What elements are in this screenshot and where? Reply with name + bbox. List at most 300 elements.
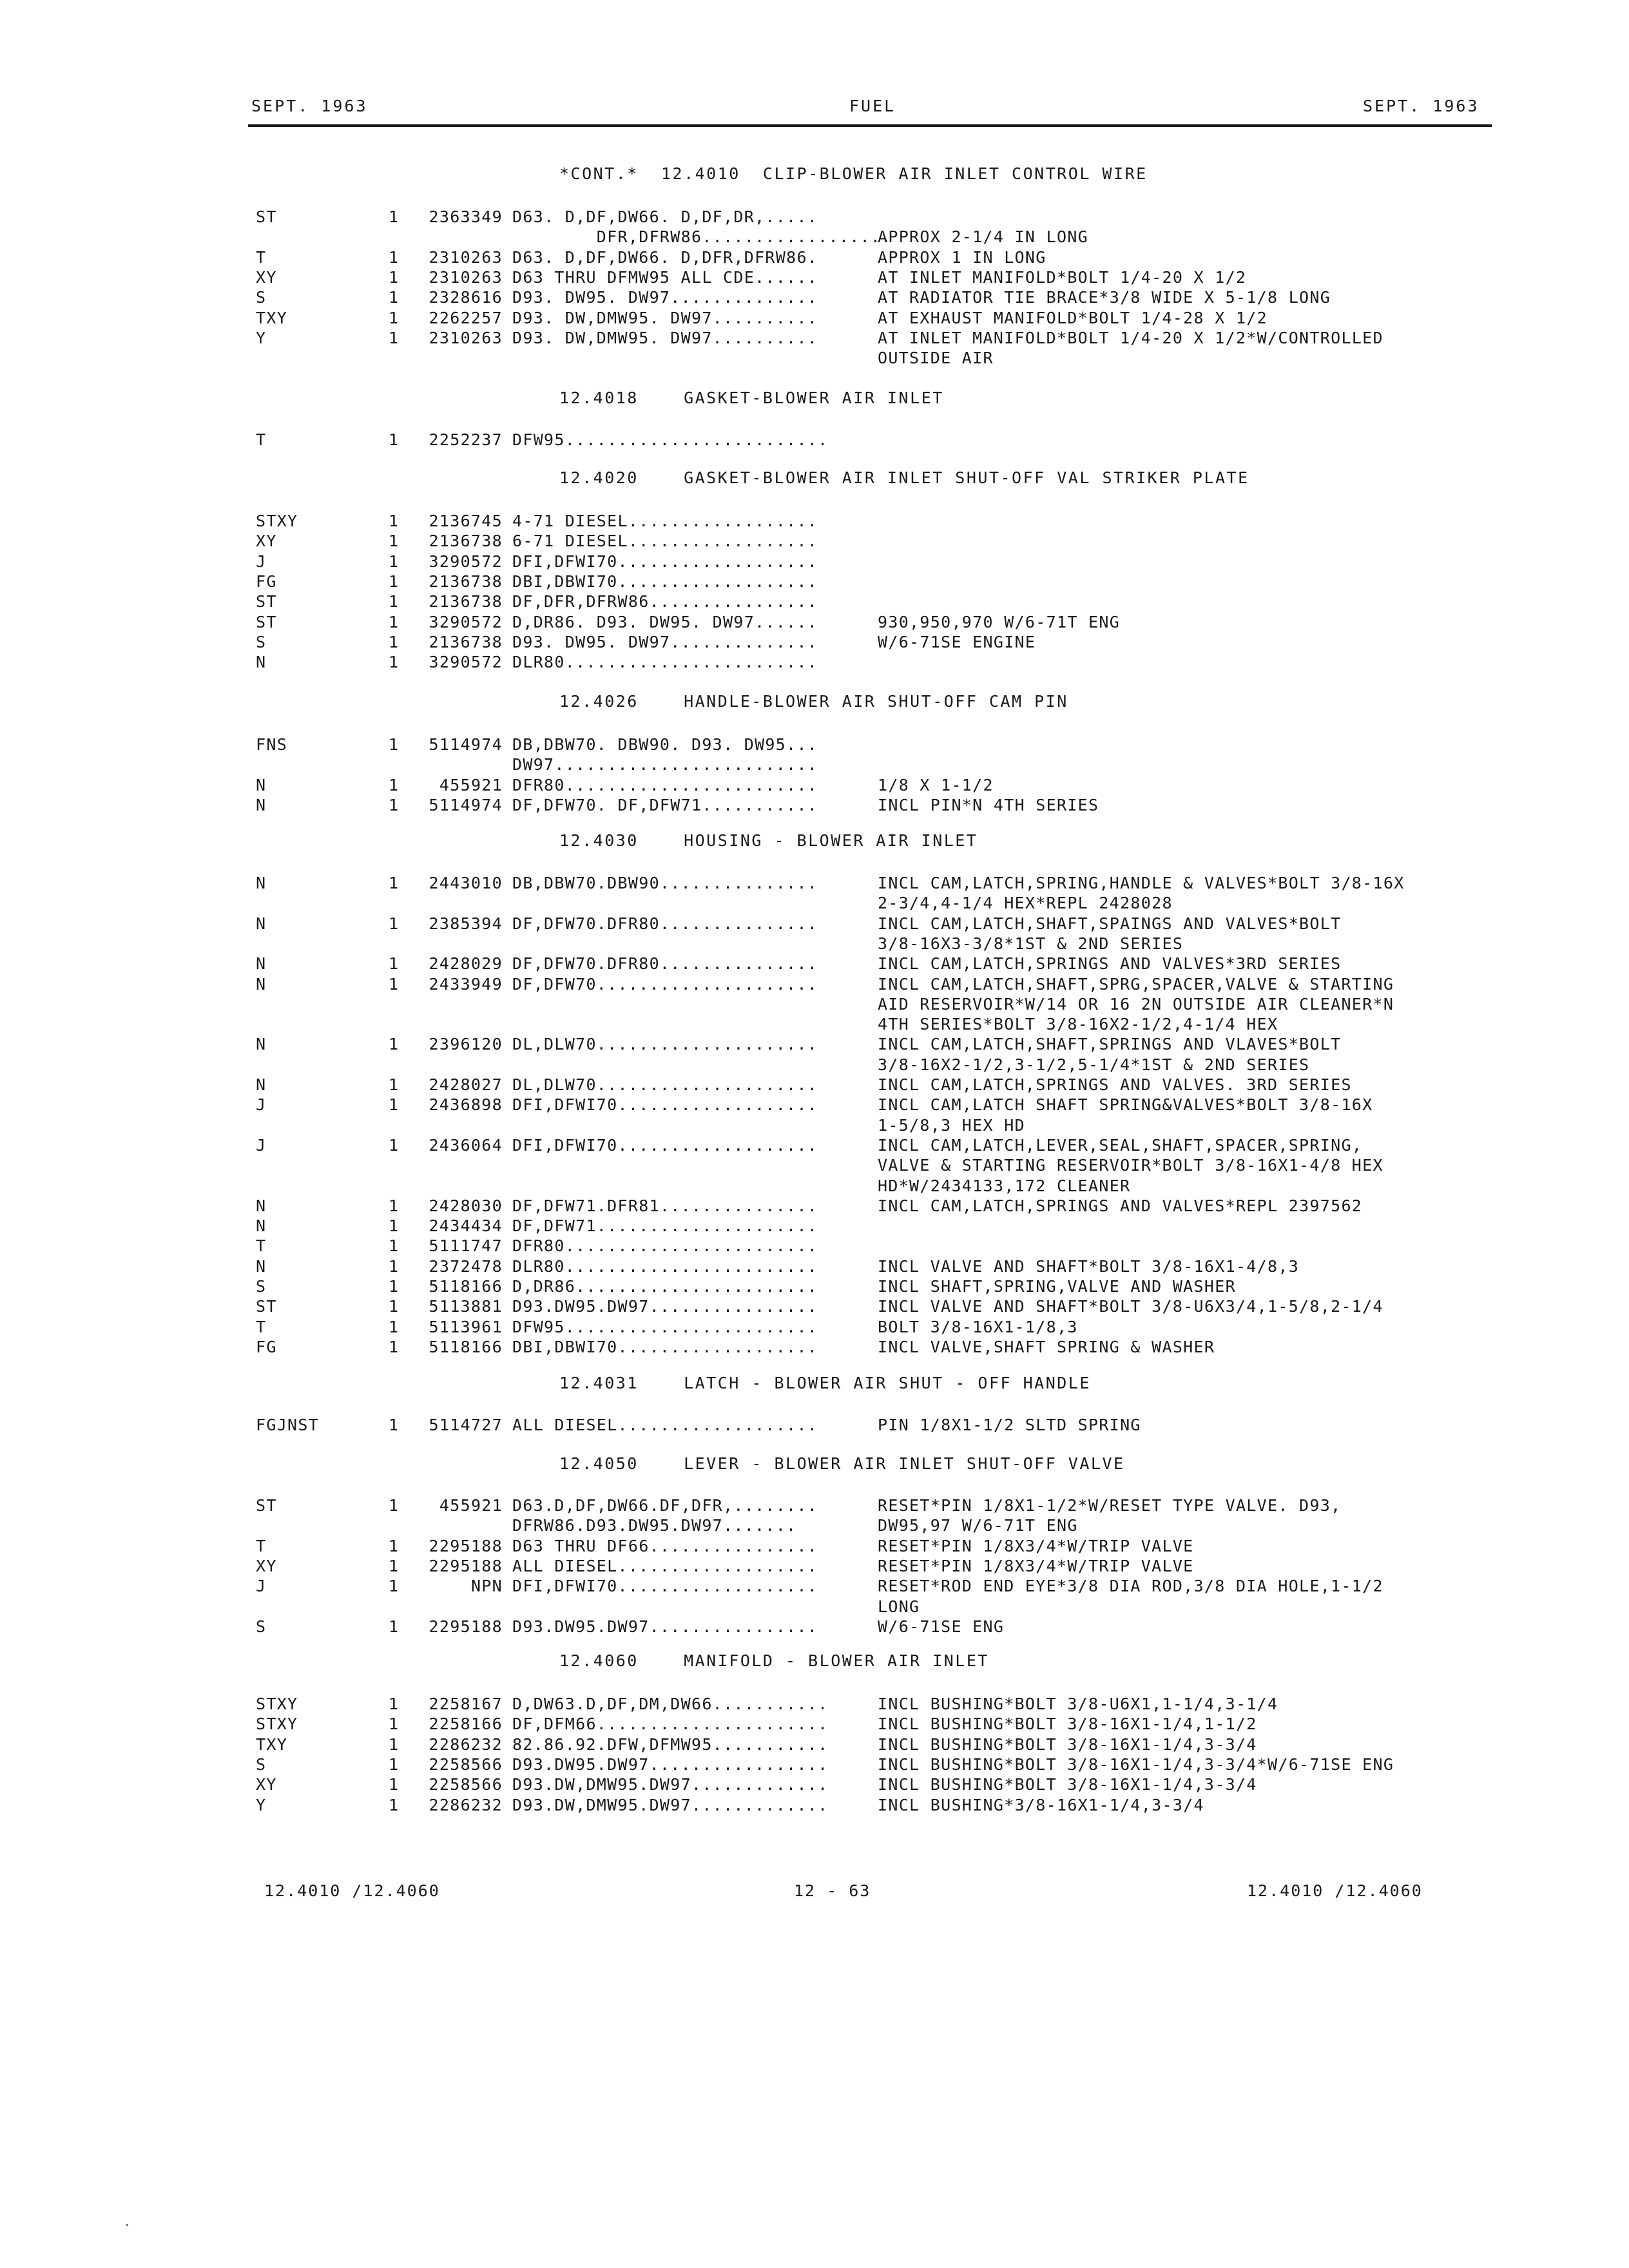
model-codes: N (256, 1257, 267, 1276)
quantity: 1 (389, 1796, 400, 1814)
part-number: 2295188 (429, 1617, 503, 1636)
application: D,DW63.D,DF,DM,DW66........... (512, 1695, 829, 1713)
quantity: 1 (389, 1257, 400, 1276)
model-codes: J (256, 1095, 267, 1114)
model-codes: T (256, 1236, 267, 1255)
part-number: 2295188 (429, 1537, 503, 1555)
part-number: 2262257 (429, 309, 503, 327)
remarks: INCL CAM,LATCH,SPRING,HANDLE & VALVES*BOLT 3/8-16X (878, 874, 1405, 892)
part-row (0, 572, 1629, 592)
remarks: HD*W/2434133,172 CLEANER (878, 1177, 1131, 1195)
model-codes: J (256, 1577, 267, 1595)
remarks: INCL BUSHING*BOLT 3/8-16X1-1/4,3-3/4*W/6-71SE ENG (878, 1755, 1394, 1774)
remarks: INCL CAM,LATCH,SPRINGS AND VALVES. 3RD SERIES (878, 1075, 1352, 1094)
part-row (0, 914, 1629, 934)
footer-range-right: 12.4010 /12.4060 (1247, 1881, 1423, 1900)
model-codes: N (256, 1035, 267, 1053)
application: DF,DFW70.DFR80............... (512, 954, 818, 973)
quantity: 1 (389, 572, 400, 591)
application: D93.DW,DMW95.DW97............. (512, 1796, 829, 1814)
quantity: 1 (389, 613, 400, 631)
part-row (0, 349, 1629, 369)
application: DFR80........................ (512, 1236, 818, 1255)
remarks: OUTSIDE AIR (878, 349, 994, 367)
quantity: 1 (389, 329, 400, 347)
application: DBI,DBWI70................... (512, 1338, 818, 1356)
remarks: AT EXHAUST MANIFOLD*BOLT 1/4-28 X 1/2 (878, 309, 1268, 327)
model-codes: J (256, 552, 267, 571)
part-row (0, 1755, 1629, 1775)
application: DFI,DFWI70................... (512, 1095, 818, 1114)
quantity: 1 (389, 776, 400, 794)
part-number: 2428030 (429, 1196, 503, 1215)
part-number: 2328616 (429, 288, 503, 307)
part-row (0, 1035, 1629, 1055)
part-number: 2252237 (429, 430, 503, 449)
application: DFW95......................... (512, 430, 829, 449)
quantity: 1 (389, 1136, 400, 1155)
remarks: INCL BUSHING*BOLT 3/8-16X1-1/4,1-1/2 (878, 1715, 1257, 1733)
quantity: 1 (389, 1577, 400, 1595)
model-codes: ST (256, 1496, 277, 1515)
quantity: 1 (389, 1416, 400, 1434)
part-number: 5113881 (429, 1297, 503, 1316)
application: DLR80........................ (512, 1257, 818, 1276)
part-row (0, 934, 1629, 954)
remarks: INCL CAM,LATCH,LEVER,SEAL,SHAFT,SPACER,SPRING, (878, 1136, 1363, 1155)
quantity: 1 (389, 653, 400, 671)
quantity: 1 (389, 1297, 400, 1316)
application: D93.DW,DMW95.DW97............. (512, 1775, 829, 1794)
part-row (0, 1136, 1629, 1156)
model-codes: Y (256, 329, 267, 347)
part-row (0, 268, 1629, 288)
part-number: 2136738 (429, 572, 503, 591)
application: DW97......................... (512, 755, 818, 774)
quantity: 1 (389, 592, 400, 611)
part-number: 2372478 (429, 1257, 503, 1276)
part-number: 2286232 (429, 1735, 503, 1754)
part-row (0, 1156, 1629, 1176)
part-row (0, 633, 1629, 653)
part-number: 2136738 (429, 633, 503, 651)
part-number: 2310263 (429, 329, 503, 347)
part-row (0, 592, 1629, 612)
part-row (0, 653, 1629, 673)
remarks: INCL BUSHING*BOLT 3/8-16X1-1/4,3-3/4 (878, 1775, 1257, 1794)
model-codes: FG (256, 572, 277, 591)
part-row (0, 1297, 1629, 1317)
part-row (0, 1715, 1629, 1735)
section-title: 12.4026 HANDLE-BLOWER AIR SHUT-OFF CAM PIN (559, 692, 1068, 711)
application: DB,DBW70. DBW90. D93. DW95... (512, 735, 818, 754)
model-codes: ST (256, 207, 277, 226)
model-codes: ST (256, 592, 277, 611)
quantity: 1 (389, 1338, 400, 1356)
application: DFR,DFRW86.................. (512, 227, 892, 246)
model-codes: N (256, 954, 267, 973)
application: ALL DIESEL................... (512, 1557, 818, 1575)
application: DFRW86.D93.DW95.DW97....... (512, 1516, 797, 1535)
part-row (0, 776, 1629, 796)
part-number: 2286232 (429, 1796, 503, 1814)
remarks: 3/8-16X3-3/8*1ST & 2ND SERIES (878, 934, 1184, 953)
part-number: 2436064 (429, 1136, 503, 1155)
remarks: RESET*PIN 1/8X3/4*W/TRIP VALVE (878, 1557, 1194, 1575)
footer-page-number: 12 - 63 (794, 1881, 871, 1900)
model-codes: XY (256, 532, 277, 550)
part-number: 2436898 (429, 1095, 503, 1114)
model-codes: FG (256, 1338, 277, 1356)
part-number: 5111747 (429, 1236, 503, 1255)
model-codes: ST (256, 613, 277, 631)
remarks: INCL SHAFT,SPRING,VALVE AND WASHER (878, 1277, 1236, 1296)
part-row (0, 796, 1629, 816)
application: DFW95........................ (512, 1318, 818, 1336)
model-codes: N (256, 1216, 267, 1235)
model-codes: T (256, 430, 267, 449)
part-row (0, 532, 1629, 552)
quantity: 1 (389, 914, 400, 933)
part-row (0, 248, 1629, 268)
quantity: 1 (389, 268, 400, 287)
application: ALL DIESEL................... (512, 1416, 818, 1434)
part-number: 455921 (439, 1496, 503, 1515)
model-codes: N (256, 796, 267, 814)
part-number: 3290572 (429, 613, 503, 631)
application: DF,DFM66...................... (512, 1715, 829, 1733)
quantity: 1 (389, 248, 400, 267)
remarks: AT INLET MANIFOLD*BOLT 1/4-20 X 1/2*W/CONTROLLED (878, 329, 1383, 347)
part-row (0, 552, 1629, 572)
part-row (0, 1216, 1629, 1236)
part-number: 2136738 (429, 592, 503, 611)
part-row (0, 1695, 1629, 1715)
application: DBI,DBWI70................... (512, 572, 818, 591)
application: DFI,DFWI70................... (512, 1136, 818, 1155)
part-number: 2428029 (429, 954, 503, 973)
model-codes: N (256, 874, 267, 892)
part-number: 2258167 (429, 1695, 503, 1713)
application: D93.DW95.DW97................ (512, 1297, 818, 1316)
application: DL,DLW70..................... (512, 1075, 818, 1094)
application: D,DR86....................... (512, 1277, 818, 1296)
part-number: 5114727 (429, 1416, 503, 1434)
remarks: INCL CAM,LATCH,SPRINGS AND VALVES*REPL 2397562 (878, 1196, 1363, 1215)
application: D93. DW95. DW97.............. (512, 633, 818, 651)
application: DF,DFW71..................... (512, 1216, 818, 1235)
part-number: 2295188 (429, 1557, 503, 1575)
part-number: 5118166 (429, 1277, 503, 1296)
part-row (0, 1277, 1629, 1297)
remarks: APPROX 2-1/4 IN LONG (878, 227, 1089, 246)
quantity: 1 (389, 1735, 400, 1754)
model-codes: N (256, 914, 267, 933)
application: DFI,DFWI70................... (512, 552, 818, 571)
section-title: 12.4018 GASKET-BLOWER AIR INLET (559, 389, 944, 407)
model-codes: XY (256, 268, 277, 287)
model-codes: STXY (256, 1695, 298, 1713)
quantity: 1 (389, 954, 400, 973)
remarks: W/6-71SE ENG (878, 1617, 1005, 1636)
remarks: 1-5/8,3 HEX HD (878, 1116, 1025, 1135)
remarks: INCL CAM,LATCH,SHAFT,SPRINGS AND VLAVES*BOLT (878, 1035, 1342, 1053)
application: 6-71 DIESEL.................. (512, 532, 818, 550)
quantity: 1 (389, 874, 400, 892)
header-section: FUEL (849, 97, 896, 115)
part-row (0, 1597, 1629, 1617)
application: D63. D,DF,DW66. D,DFR,DFRW86. (512, 248, 818, 267)
remarks: INCL BUSHING*BOLT 3/8-U6X1,1-1/4,3-1/4 (878, 1695, 1278, 1713)
application: DB,DBW70.DBW90............... (512, 874, 818, 892)
part-row (0, 1318, 1629, 1338)
remarks: PIN 1/8X1-1/2 SLTD SPRING (878, 1416, 1141, 1434)
part-number: 5118166 (429, 1338, 503, 1356)
part-number: 5114974 (429, 735, 503, 754)
model-codes: S (256, 633, 267, 651)
model-codes: S (256, 288, 267, 307)
part-row (0, 1416, 1629, 1436)
application: D93. DW,DMW95. DW97.......... (512, 309, 818, 327)
part-row (0, 309, 1629, 329)
footer-range-left: 12.4010 /12.4060 (264, 1881, 440, 1900)
part-number: 2443010 (429, 874, 503, 892)
quantity: 1 (389, 796, 400, 814)
part-row (0, 1496, 1629, 1516)
application: D63 THRU DFMW95 ALL CDE...... (512, 268, 818, 287)
part-row (0, 735, 1629, 755)
part-row (0, 1177, 1629, 1196)
remarks: 2-3/4,4-1/4 HEX*REPL 2428028 (878, 894, 1173, 912)
model-codes: FNS (256, 735, 288, 754)
part-number: 2310263 (429, 268, 503, 287)
part-row (0, 1577, 1629, 1597)
model-codes: S (256, 1277, 267, 1296)
model-codes: XY (256, 1775, 277, 1794)
part-number: 2310263 (429, 248, 503, 267)
part-row (0, 1338, 1629, 1358)
part-row (0, 954, 1629, 974)
application: D63.D,DF,DW66.DF,DFR,........ (512, 1496, 818, 1515)
section-title: 12.4020 GASKET-BLOWER AIR INLET SHUT-OFF VAL STRIKER PLATE (559, 468, 1249, 487)
remarks: 4TH SERIES*BOLT 3/8-16X2-1/2,4-1/4 HEX (878, 1015, 1278, 1033)
application: D63 THRU DF66................ (512, 1537, 818, 1555)
header-rule (248, 124, 1492, 127)
application: DL,DLW70..................... (512, 1035, 818, 1053)
part-row (0, 288, 1629, 308)
part-row (0, 755, 1629, 775)
remarks: INCL BUSHING*BOLT 3/8-16X1-1/4,3-3/4 (878, 1735, 1257, 1754)
application: DF,DFW70.DFR80............... (512, 914, 818, 933)
quantity: 1 (389, 1617, 400, 1636)
part-number: 2258566 (429, 1775, 503, 1794)
part-row (0, 1075, 1629, 1095)
remarks: AT RADIATOR TIE BRACE*3/8 WIDE X 5-1/8 LONG (878, 288, 1331, 307)
quantity: 1 (389, 1715, 400, 1733)
quantity: 1 (389, 288, 400, 307)
application: DFI,DFWI70................... (512, 1577, 818, 1595)
application: DFR80........................ (512, 776, 818, 794)
application: 4-71 DIESEL.................. (512, 512, 818, 530)
quantity: 1 (389, 512, 400, 530)
part-number: 2258166 (429, 1715, 503, 1733)
model-codes: XY (256, 1557, 277, 1575)
quantity: 1 (389, 207, 400, 226)
quantity: 1 (389, 1755, 400, 1774)
model-codes: N (256, 776, 267, 794)
application: DF,DFW71.DFR81............... (512, 1196, 818, 1215)
part-number: 2258566 (429, 1755, 503, 1774)
section-title: 12.4031 LATCH - BLOWER AIR SHUT - OFF HANDLE (559, 1374, 1091, 1392)
quantity: 1 (389, 633, 400, 651)
remarks: W/6-71SE ENGINE (878, 633, 1036, 651)
part-number: 2363349 (429, 207, 503, 226)
remarks: INCL VALVE,SHAFT SPRING & WASHER (878, 1338, 1215, 1356)
application: DF,DFW70. DF,DFW71........... (512, 796, 818, 814)
remarks: LONG (878, 1597, 920, 1616)
part-row (0, 995, 1629, 1015)
quantity: 1 (389, 1277, 400, 1296)
remarks: INCL VALVE AND SHAFT*BOLT 3/8-U6X3/4,1-5/8,2-1/4 (878, 1297, 1383, 1316)
remarks: RESET*PIN 1/8X3/4*W/TRIP VALVE (878, 1537, 1194, 1555)
model-codes: S (256, 1617, 267, 1636)
part-row (0, 329, 1629, 349)
remarks: RESET*ROD END EYE*3/8 DIA ROD,3/8 DIA HOLE,1-1/2 (878, 1577, 1383, 1595)
quantity: 1 (389, 1695, 400, 1713)
model-codes: STXY (256, 1715, 298, 1733)
part-row (0, 1557, 1629, 1577)
model-codes: T (256, 248, 267, 267)
part-number: 5113961 (429, 1318, 503, 1336)
part-row (0, 1196, 1629, 1216)
part-number: 3290572 (429, 552, 503, 571)
quantity: 1 (389, 532, 400, 550)
remarks: VALVE & STARTING RESERVOIR*BOLT 3/8-16X1-4/8 HEX (878, 1156, 1383, 1175)
application: D63. D,DF,DW66. D,DF,DR,..... (512, 207, 818, 226)
quantity: 1 (389, 1496, 400, 1515)
header-date-right: SEPT. 1963 (1363, 97, 1480, 115)
quantity: 1 (389, 1236, 400, 1255)
application: 82.86.92.DFW,DFMW95........... (512, 1735, 829, 1754)
part-row (0, 1537, 1629, 1557)
application: D93. DW95. DW97.............. (512, 288, 818, 307)
model-codes: T (256, 1537, 267, 1555)
part-row (0, 613, 1629, 633)
section-title: *CONT.* 12.4010 CLIP-BLOWER AIR INLET CONTROL WIRE (559, 164, 1148, 183)
part-row (0, 1055, 1629, 1075)
part-number: 2385394 (429, 914, 503, 933)
part-row (0, 1775, 1629, 1795)
part-number: 2433949 (429, 975, 503, 994)
application: D93.DW95.DW97................. (512, 1755, 829, 1774)
remarks: 930,950,970 W/6-71T ENG (878, 613, 1121, 631)
model-codes: T (256, 1318, 267, 1336)
remarks: INCL CAM,LATCH,SHAFT,SPAINGS AND VALVES*BOLT (878, 914, 1342, 933)
part-row (0, 894, 1629, 914)
application: D93. DW,DMW95. DW97.......... (512, 329, 818, 347)
scan-speck (126, 2224, 128, 2226)
part-number: 2136738 (429, 532, 503, 550)
quantity: 1 (389, 735, 400, 754)
remarks: RESET*PIN 1/8X1-1/2*W/RESET TYPE VALVE. D93, (878, 1496, 1342, 1515)
part-number: NPN (470, 1577, 503, 1595)
model-codes: N (256, 653, 267, 671)
model-codes: TXY (256, 309, 288, 327)
quantity: 1 (389, 1557, 400, 1575)
remarks: DW95,97 W/6-71T ENG (878, 1516, 1078, 1535)
application: DF,DFR,DFRW86................ (512, 592, 818, 611)
model-codes: S (256, 1755, 267, 1774)
part-row (0, 512, 1629, 532)
quantity: 1 (389, 1537, 400, 1555)
model-codes: N (256, 975, 267, 994)
part-row (0, 975, 1629, 995)
header-date-left: SEPT. 1963 (251, 97, 368, 115)
part-number: 2428027 (429, 1075, 503, 1094)
part-row (0, 1516, 1629, 1536)
part-number: 2136745 (429, 512, 503, 530)
quantity: 1 (389, 1775, 400, 1794)
part-row (0, 1796, 1629, 1816)
model-codes: FGJNST (256, 1416, 320, 1434)
part-row (0, 1236, 1629, 1256)
remarks: INCL CAM,LATCH,SPRINGS AND VALVES*3RD SERIES (878, 954, 1342, 973)
part-row (0, 1015, 1629, 1035)
part-row (0, 874, 1629, 894)
part-row (0, 430, 1629, 450)
application: D,DR86. D93. DW95. DW97...... (512, 613, 818, 631)
application: DF,DFW70..................... (512, 975, 818, 994)
quantity: 1 (389, 1035, 400, 1053)
part-row (0, 207, 1629, 227)
model-codes: STXY (256, 512, 298, 530)
quantity: 1 (389, 309, 400, 327)
model-codes: Y (256, 1796, 267, 1814)
remarks: 3/8-16X2-1/2,3-1/2,5-1/4*1ST & 2ND SERIES (878, 1055, 1310, 1074)
quantity: 1 (389, 1318, 400, 1336)
remarks: 1/8 X 1-1/2 (878, 776, 994, 794)
model-codes: N (256, 1075, 267, 1094)
part-row (0, 1735, 1629, 1755)
quantity: 1 (389, 430, 400, 449)
section-title: 12.4050 LEVER - BLOWER AIR INLET SHUT-OFF VALVE (559, 1454, 1125, 1473)
quantity: 1 (389, 1216, 400, 1235)
model-codes: N (256, 1196, 267, 1215)
part-row (0, 1617, 1629, 1637)
model-codes: TXY (256, 1735, 288, 1754)
application: DLR80........................ (512, 653, 818, 671)
remarks: APPROX 1 IN LONG (878, 248, 1046, 267)
section-title: 12.4060 MANIFOLD - BLOWER AIR INLET (559, 1651, 989, 1670)
part-number: 5114974 (429, 796, 503, 814)
quantity: 1 (389, 552, 400, 571)
section-title: 12.4030 HOUSING - BLOWER AIR INLET (559, 831, 978, 850)
model-codes: ST (256, 1297, 277, 1316)
quantity: 1 (389, 1196, 400, 1215)
part-row (0, 1116, 1629, 1136)
remarks: BOLT 3/8-16X1-1/8,3 (878, 1318, 1078, 1336)
part-row (0, 1095, 1629, 1115)
quantity: 1 (389, 1095, 400, 1114)
part-number: 2434434 (429, 1216, 503, 1235)
quantity: 1 (389, 1075, 400, 1094)
part-number: 2396120 (429, 1035, 503, 1053)
remarks: INCL PIN*N 4TH SERIES (878, 796, 1099, 814)
part-number: 455921 (439, 776, 503, 794)
remarks: AT INLET MANIFOLD*BOLT 1/4-20 X 1/2 (878, 268, 1247, 287)
remarks: AID RESERVOIR*W/14 OR 16 2N OUTSIDE AIR CLEANER*N (878, 995, 1394, 1014)
remarks: INCL CAM,LATCH,SHAFT,SPRG,SPACER,VALVE & STARTING (878, 975, 1394, 994)
